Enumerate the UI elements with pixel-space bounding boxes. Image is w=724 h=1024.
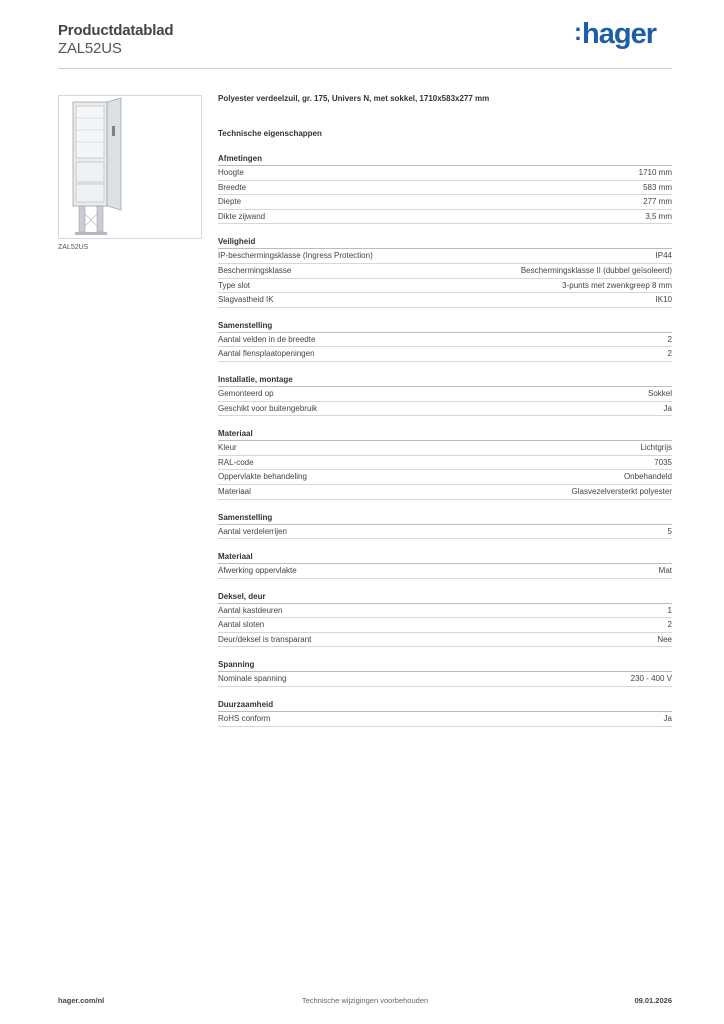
spec-value: Ja [663, 714, 672, 724]
spec-row [218, 633, 672, 648]
spec-value: Onbehandeld [623, 472, 672, 482]
spec-row [218, 181, 672, 196]
spec-label: Beschermingsklasse [218, 265, 292, 275]
spec-label: Diepte [218, 197, 242, 207]
spec-label: Aantal sloten [218, 620, 265, 630]
spec-section [218, 659, 672, 687]
section-title: Materiaal [218, 551, 672, 564]
footer-notice: Technische wijzigingen voorbehouden [301, 996, 429, 1005]
spec-label: Nominale spanning [218, 674, 287, 684]
distribution-cabinet-icon [59, 96, 201, 238]
spec-row [218, 210, 672, 225]
spec-row [218, 564, 672, 579]
product-code: ZAL52US [58, 40, 122, 57]
section-title: Installatie, montage [218, 374, 672, 387]
spec-row [218, 279, 672, 294]
spec-row [218, 166, 672, 181]
page-title: Productdatablad [58, 22, 174, 39]
section-title: Duurzaamheid [218, 699, 672, 712]
spec-content [218, 94, 672, 727]
spec-label: RAL-code [218, 457, 254, 467]
spec-label: Oppervlakte behandeling [218, 472, 307, 482]
spec-value: Beschermingsklasse II (dubbel geïsoleerd) [520, 265, 672, 275]
spec-value: 583 mm [643, 182, 672, 192]
spec-section [218, 699, 672, 727]
spec-label: Geschikt voor buitengebruik [218, 403, 318, 413]
section-title: Deksel, deur [218, 591, 672, 604]
spec-value: 7035 [654, 457, 672, 467]
section-title: Samenstelling [218, 320, 672, 333]
spec-row [218, 456, 672, 471]
spec-row [218, 441, 672, 456]
spec-value: Glasvezelversterkt polyester [571, 486, 672, 496]
spec-value: Mat [658, 566, 672, 576]
spec-row [218, 293, 672, 308]
spec-row [218, 249, 672, 264]
spec-value: 1710 mm [638, 168, 672, 177]
spec-section [218, 512, 672, 540]
spec-row [218, 485, 672, 500]
header-divider [58, 68, 672, 69]
spec-label: Breedte [218, 182, 247, 192]
spec-label: Aantal flensplaatopeningen [218, 349, 315, 359]
spec-value: 3,5 mm [645, 211, 672, 221]
spec-row [218, 333, 672, 348]
spec-value: 230 - 400 V [630, 674, 672, 684]
spec-row [218, 672, 672, 687]
spec-row [218, 525, 672, 540]
spec-label: Aantal verdelerrijen [218, 526, 287, 536]
spec-label: Dikte zijwand [218, 211, 266, 221]
spec-label: Aantal kastdeuren [218, 605, 283, 615]
spec-value: Ja [663, 403, 672, 413]
section-title: Spanning [218, 659, 672, 672]
spec-section [218, 236, 672, 307]
spec-value: 2 [667, 334, 672, 344]
spec-row [218, 712, 672, 727]
section-title: Afmetingen [218, 153, 672, 166]
spec-label: RoHS conform [218, 714, 271, 724]
spec-value: 3-punts met zwenkgreep 8 mm [562, 280, 672, 290]
section-title: Samenstelling [218, 512, 672, 525]
spec-value: Sokkel [647, 388, 672, 398]
spec-value: 1 [667, 605, 672, 615]
section-title: Materiaal [218, 428, 672, 441]
spec-label: Afwerking oppervlakte [218, 566, 297, 576]
spec-value: 277 mm [643, 197, 672, 207]
spec-label: Kleur [218, 443, 237, 453]
spec-row [218, 470, 672, 485]
tech-heading: Technische eigenschappen [218, 129, 322, 138]
spec-label: IP-beschermingsklasse (Ingress Protection) [218, 251, 373, 261]
spec-row [218, 604, 672, 619]
spec-section [218, 320, 672, 362]
spec-row [218, 618, 672, 633]
spec-section [218, 591, 672, 648]
spec-value: 5 [667, 526, 672, 536]
spec-value: 2 [667, 349, 672, 359]
product-description: Polyester verdeelzuil, gr. 175, Univers N, met sokkel, 1710x583x277 mm [218, 94, 490, 103]
spec-value: 2 [667, 620, 672, 630]
spec-label: Gemonteerd op [218, 388, 274, 398]
spec-section [218, 153, 672, 224]
spec-row [218, 347, 672, 362]
product-image [58, 95, 202, 239]
hager-logo: :hager [574, 18, 656, 50]
image-caption: ZAL52US [58, 244, 89, 251]
spec-label: Slagvastheid IK [218, 295, 274, 305]
logo-text: hager [582, 18, 656, 50]
spec-row [218, 387, 672, 402]
footer-website[interactable]: hager.com/nl [58, 996, 105, 1005]
spec-value: IK10 [655, 295, 672, 305]
spec-label: Type slot [218, 280, 251, 290]
spec-label: Materiaal [218, 486, 251, 496]
spec-label: Deur/deksel is transparant [218, 634, 312, 644]
spec-value: Nee [657, 634, 672, 644]
spec-row [218, 195, 672, 210]
spec-value: IP44 [655, 251, 672, 261]
page-header [58, 18, 672, 57]
spec-sections [218, 153, 672, 727]
spec-section [218, 374, 672, 416]
spec-value: Lichtgrijs [640, 443, 672, 453]
section-title: Veiligheid [218, 236, 672, 249]
spec-row [218, 402, 672, 417]
spec-label: Aantal velden in de breedte [218, 334, 316, 344]
footer-date: 09.01.2026 [634, 996, 672, 1005]
spec-row [218, 264, 672, 279]
spec-label: Hoogte [218, 168, 244, 177]
spec-section [218, 428, 672, 499]
spec-section [218, 551, 672, 579]
